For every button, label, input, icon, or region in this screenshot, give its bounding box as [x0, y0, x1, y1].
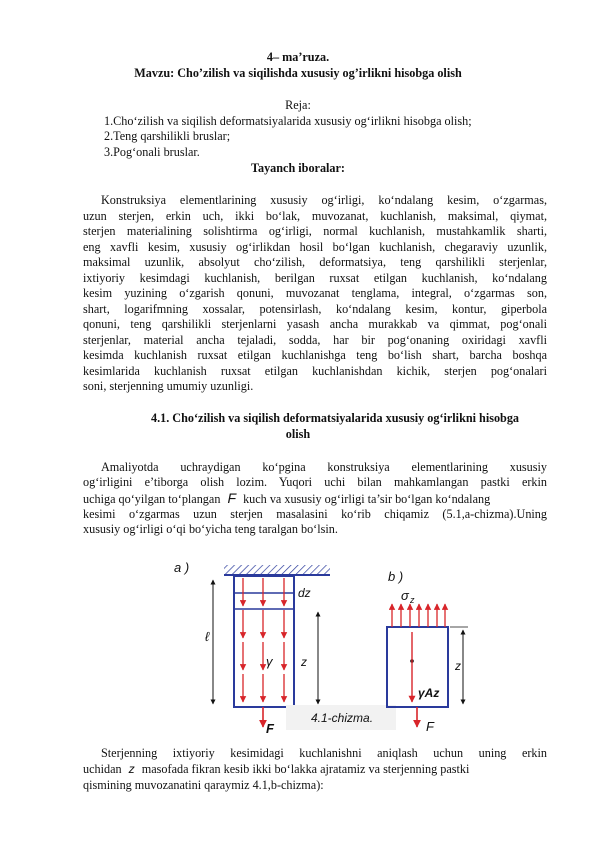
figure-label-a: a ) — [174, 560, 190, 575]
keywords-title: Tayanch iboralar: — [250, 161, 345, 175]
figure-label-b: b ) — [388, 569, 404, 584]
z-label-b: z — [455, 659, 461, 673]
paragraph-line-with-symbol — [83, 762, 547, 778]
paragraph-line: og‘irligini e’tiborga olish lozim. Yuqori uchi bilan mahkamlangan pastki erkin — [83, 475, 547, 489]
fixed-support-hatch — [224, 565, 330, 574]
weight-label: γAz — [418, 686, 440, 700]
stress-arrows-b — [392, 604, 445, 627]
keywords-line: maksimal uzunlik, absolyut cho‘zilish, deformatsiya, teng qarshilikli sterjenlar, — [83, 255, 547, 269]
force-symbol: F — [227, 490, 237, 506]
paragraph-line: qismining muvozanatini qaraymiz 4.1,b-chizma): — [83, 778, 324, 792]
plan-item-1: 1.Cho‘zilish va siqilish deformatsiyalarida xususiy og‘irlikni hisobga olish; — [104, 114, 472, 128]
length-label: ℓ — [205, 629, 210, 644]
force-label-a: F — [266, 721, 274, 736]
text-fragment: uchidan — [83, 762, 122, 776]
gamma-label: γ — [266, 654, 273, 669]
keywords-line: Konstruksiya elementlarining xususiy og‘irligi, ko‘ndalang kesim, o‘zgarmas, — [101, 193, 547, 207]
paragraph-line: xususiy og‘irligi o‘qi bo‘yicha teng taralgan bo‘lsin. — [83, 522, 338, 536]
keywords-line: soni, sterjenning umumiy uzunligi. — [83, 379, 254, 393]
plan-item-3: 3.Pog‘onali bruslar. — [104, 145, 200, 159]
keywords-line: kesimlarida kuchlanish ruxsat etilgan kuchlanishdan kichik, sterjen pog‘onalari — [83, 364, 547, 378]
text-fragment: masofada fikran kesib ikki bo‘lakka ajratamiz va sterjenning pastki — [141, 762, 470, 776]
keywords-line: kesim yuzining o‘zgarish qonuni, muvozanat tenglama, integral, o‘zgarmas son, — [83, 286, 547, 300]
keywords-line: shart, logarifmning xossalar, potensirlash, ko‘ndalang kesim, kontur, giperbola — [83, 302, 547, 316]
dz-label: dz — [298, 586, 311, 600]
plan-title: Reja: — [285, 98, 311, 112]
z-symbol: z — [128, 762, 135, 776]
sigma-symbol: σ — [401, 588, 409, 603]
force-label-b: F — [426, 719, 434, 734]
keywords-line: qonuni, teng qarshilikli sterjenlarni yasash ancha murakkab va qimmat, pog‘onali — [83, 317, 547, 331]
paragraph-line: Amaliyotda uchraydigan ko‘pgina konstruksiya elementlarining xususiy — [101, 460, 547, 474]
sigma-subscript: z — [410, 595, 415, 605]
text-fragment: uchiga qo‘yilgan to‘plangan — [83, 492, 221, 506]
keywords-line: kesimda kuchlanish ruxsat etilgan kuchlanishga teng bo‘lish shart, barcha boshqa — [83, 348, 547, 362]
keywords-line: sterjenlar, material ancha tejaladi, sodda, har bir pog‘onaning oxiridagi xavfli — [83, 333, 547, 347]
text-fragment: kuch va xususiy og‘irligi ta’sir bo‘lgan ko‘ndalang — [243, 492, 491, 506]
section-title-cont: olish — [285, 427, 311, 441]
z-label-a: z — [301, 655, 307, 669]
figure-caption: 4.1-chizma. — [311, 711, 374, 725]
lecture-number: 4– ma’ruza. — [266, 50, 330, 64]
lecture-topic: Mavzu: Cho’zilish va siqilishda xususiy og’irlikni hisobga olish — [134, 66, 462, 80]
plan-item-2: 2.Teng qarshilikli bruslar; — [104, 129, 231, 143]
keywords-line: uzun sterjen, erkin uch, ikki bo‘lak, muvozanat, kuchlanish, maksimal, qiymat, — [83, 209, 547, 223]
paragraph-line: Sterjenning ixtiyoriy kesimidagi kuchlanishni aniqlash uchun uning erkin — [101, 746, 547, 760]
keywords-line: ixtiyoriy kesimdagi kuchlanish, berilgan ruxsat etilgan kuchlanish, ko‘ndalang — [83, 271, 547, 285]
keywords-line: eng xavfli kesim, xususiy og‘irlikdan hosil bo‘lgan kuchlanish, chegaraviy uzunlik, — [83, 240, 547, 254]
keywords-line: sterjen materialining solishtirma og‘irligi, normal kuchlanish, mustahkamlik sharti, — [83, 224, 547, 238]
distributed-load-a — [243, 578, 284, 702]
paragraph-line: kesimi o‘zgarmas uzun sterjen masalasini ko‘rib chiqamiz (5.1,a-chizma).Uning — [83, 507, 547, 521]
section-title: 4.1. Cho‘zilish va siqilish deformatsiyalarida xususiy og‘irlikni hisobga — [150, 411, 520, 425]
